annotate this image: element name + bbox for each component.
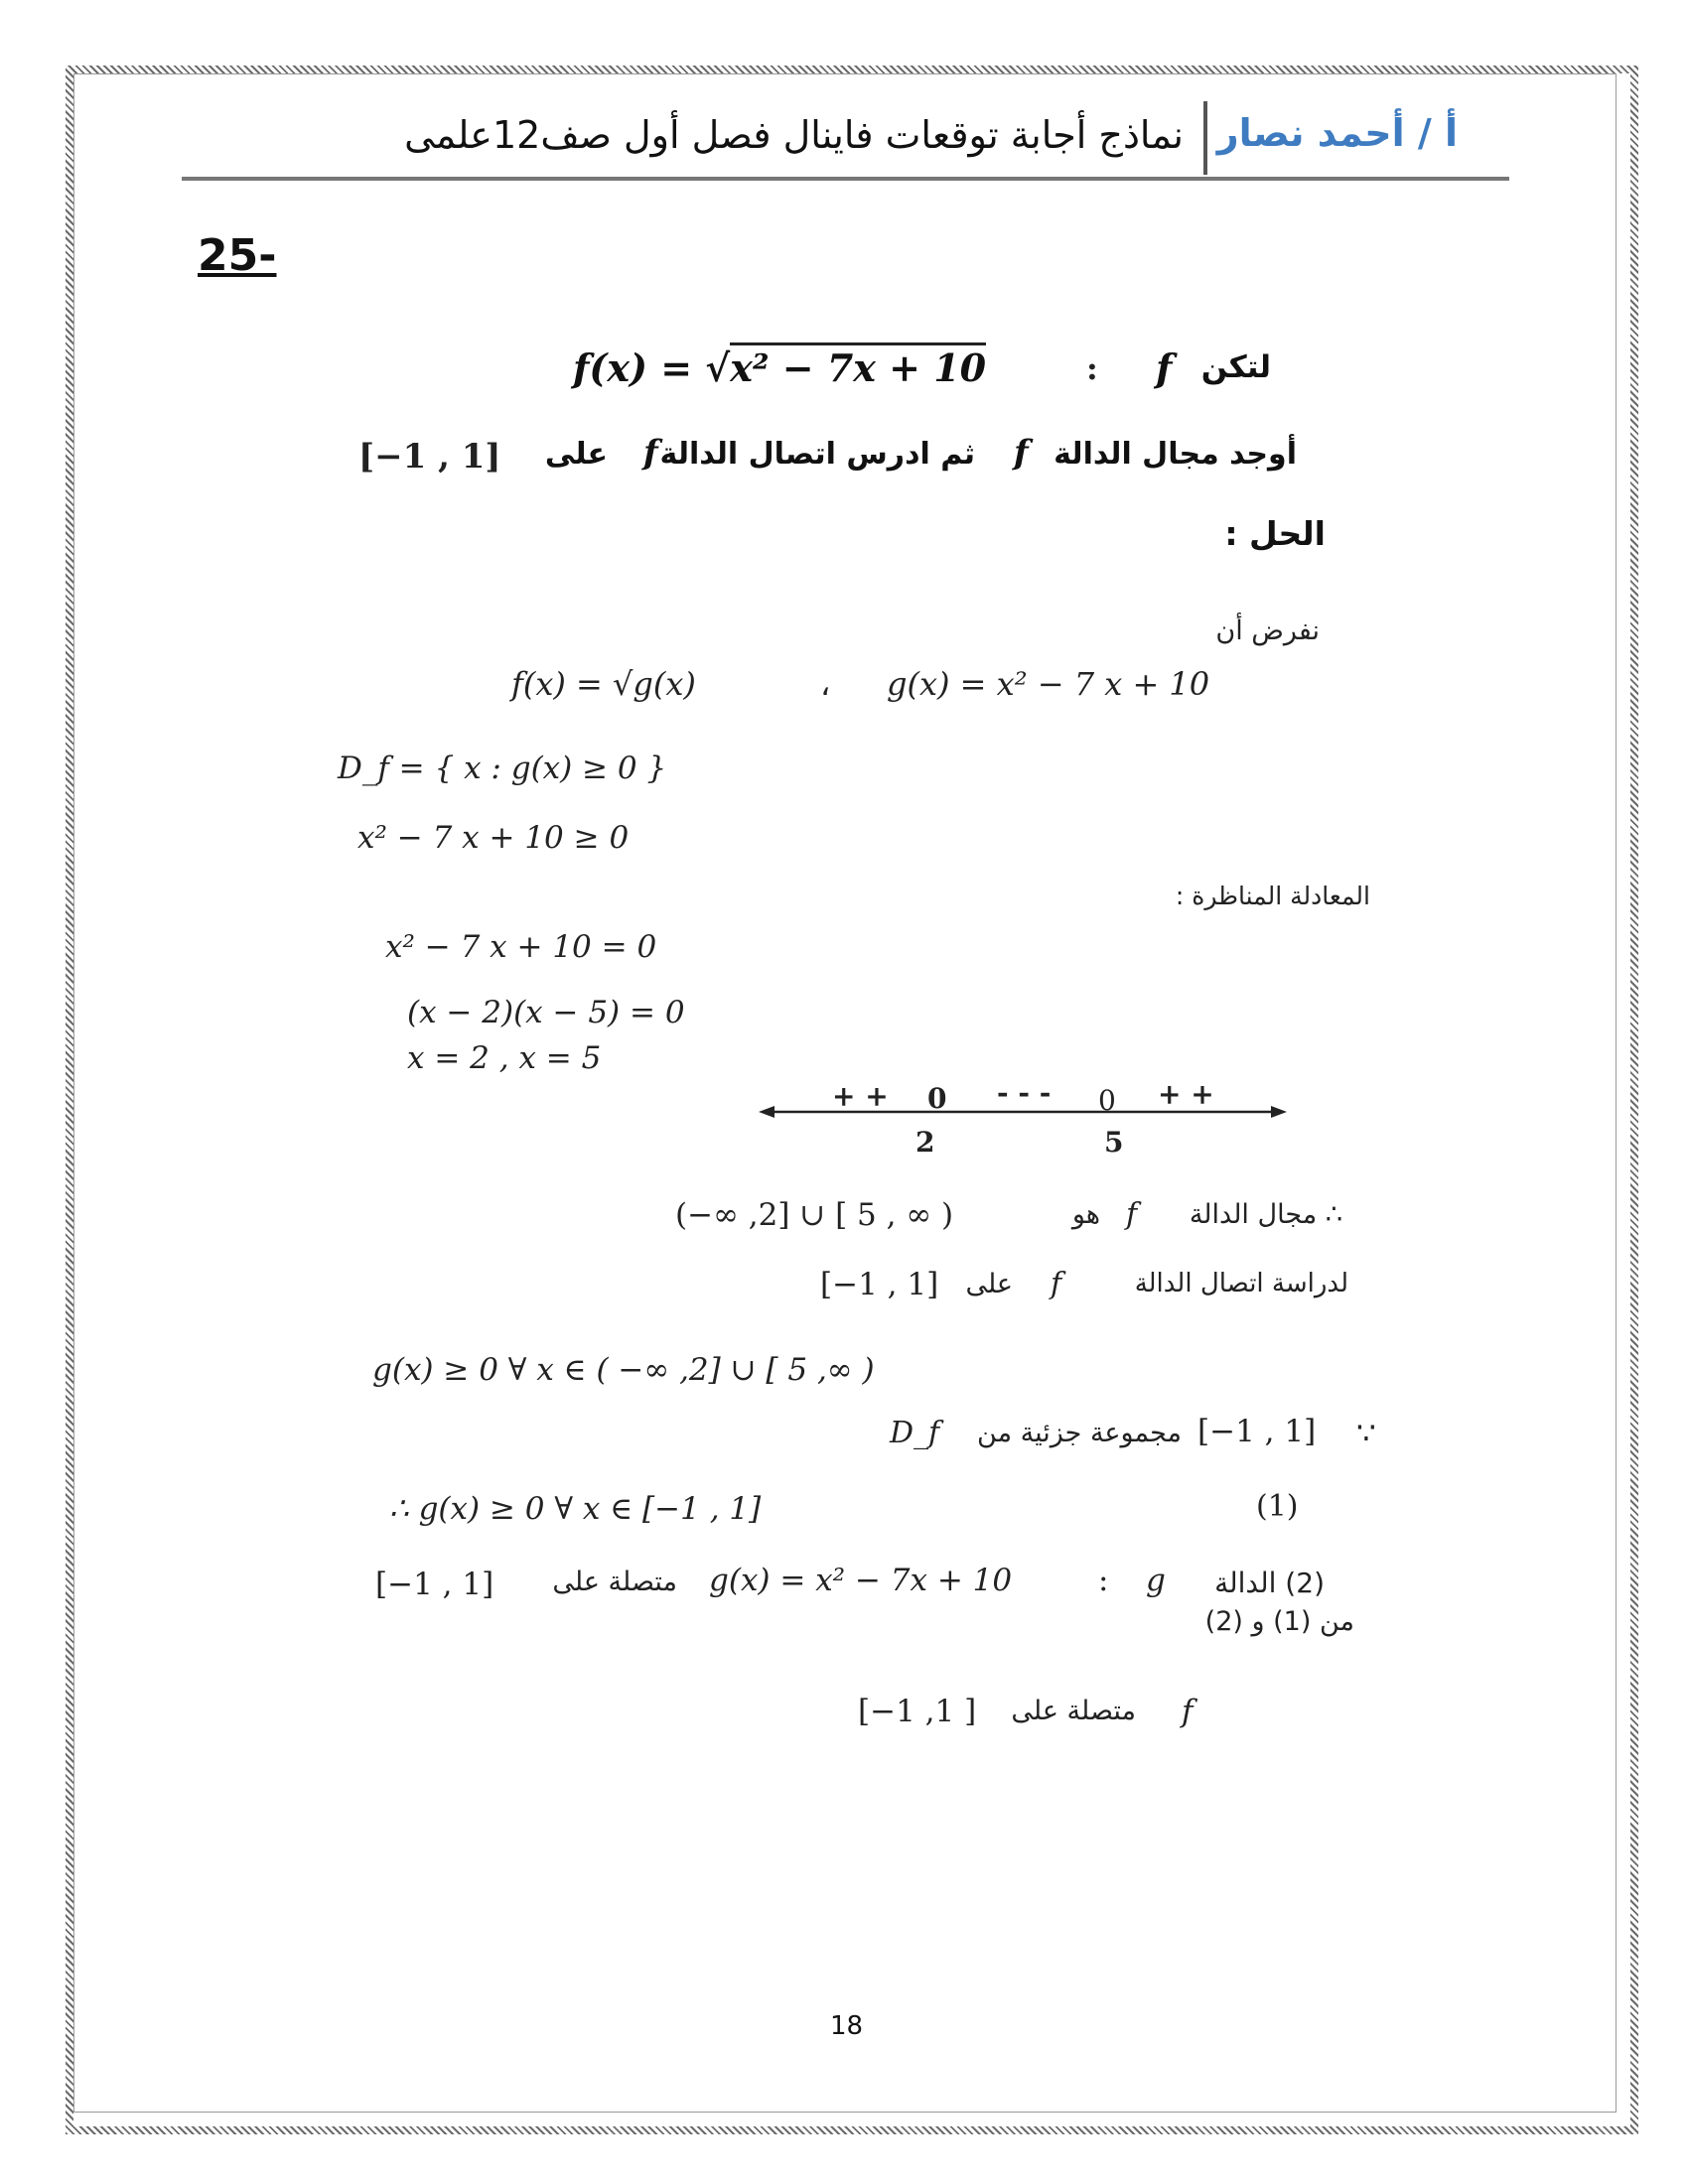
number-line-right-arrow [1271,1106,1287,1118]
marker-2-gx: g(x) = x² − 7x + 10 [709,1563,1013,1598]
marker-2-continuous: متصلة على [552,1567,677,1597]
domain-definition: D_f = { x : g(x) ≥ 0 } [338,751,667,786]
sqrt-symbol: √ [705,345,731,390]
domain-result-is: هو [1071,1199,1100,1230]
g-nonnegative: g(x) ≥ 0 ∀ x ∈ ( −∞ ,2] ∪ [ 5 ,∞ ) [372,1352,875,1388]
zero-at-2: 0 [927,1082,947,1115]
page-number: 18 [830,2011,864,2041]
conclusion-interval: [−1 ,1 ] [858,1694,977,1729]
factored-equation: (x − 2)(x − 5) = 0 [407,995,685,1030]
sign-positive-left: + + [832,1080,889,1113]
sign-positive-right: + + [1158,1078,1214,1111]
equation: x² − 7 x + 10 = 0 [385,929,657,965]
task-f: f [1014,433,1029,473]
domain-result-label: ∴ مجال الدالة [1189,1199,1342,1230]
marker-2-interval: [−1 , 1] [375,1567,494,1602]
composition-comma: ، [820,665,831,703]
marker-2-g: g [1146,1563,1166,1598]
composition-g: g(x) = x² − 7 x + 10 [887,665,1210,703]
task-text2: ثم ادرس اتصال الدالة [659,437,975,472]
composition-f: f(x) = √g(x) [511,665,696,703]
conclusion-f: f [1182,1694,1194,1729]
task-on: على [544,437,608,472]
roots: x = 2 , x = 5 [407,1040,602,1076]
sign-negative-middle: - - - [997,1076,1052,1109]
given-function-name: f [1156,345,1173,390]
task-f2: f [643,433,658,473]
marker-1: (1) [1256,1489,1299,1524]
task-text: أوجد مجال الدالة [1054,437,1297,472]
given-colon: : [1086,349,1098,387]
equation-label: المعادلة المناظرة : [1175,882,1370,910]
study-interval: [−1 , 1] [820,1267,939,1302]
function-definition [573,345,986,390]
zero-at-5: 0 [1098,1084,1116,1117]
given-label: لتكن [1200,349,1271,385]
header-separator [1203,101,1207,175]
question-number: 25- [198,230,277,281]
since-symbol: ∵ [1356,1416,1376,1451]
tick-2: 2 [915,1126,935,1159]
domain-result: (−∞ ,2] ∪ [ 5 , ∞ ) [675,1197,954,1233]
study-on: على [965,1269,1013,1299]
study-f: f [1051,1267,1062,1301]
assume-text: نفرض أن [1215,615,1320,646]
function-radicand: x² − 7x + 10 [730,342,986,390]
study-label: لدراسة اتصال الدالة [1134,1269,1348,1298]
header-title: نماذج أجابة توقعات فاينال فصل أول صف12علمى [404,113,1184,157]
subset-df: D_f [890,1416,940,1450]
domain-result-f: f [1126,1197,1138,1232]
header-author: أ / أحمد نصار [1216,111,1458,155]
solution-label: الحل : [1224,514,1326,553]
task-interval: [−1 , 1] [358,437,501,477]
conclusion-text: متصلة على [1011,1696,1136,1726]
number-line-left-arrow [759,1106,774,1118]
domain-inequality: x² − 7 x + 10 ≥ 0 [357,820,630,856]
from-1-and-2: من (1) و (2) [1204,1606,1354,1637]
function-lhs: f(x) = [573,345,693,390]
subset-interval: [−1 , 1] [1197,1414,1317,1449]
marker-2-text: (2) الدالة [1214,1567,1325,1599]
tick-5: 5 [1104,1126,1124,1159]
therefore-g-nonnegative: ∴ g(x) ≥ 0 ∀ x ∈ [−1 , 1] [389,1491,762,1527]
header-rule [182,177,1509,181]
marker-2-colon: : [1098,1563,1109,1598]
subset-text: مجموعة جزئية من [977,1418,1182,1448]
